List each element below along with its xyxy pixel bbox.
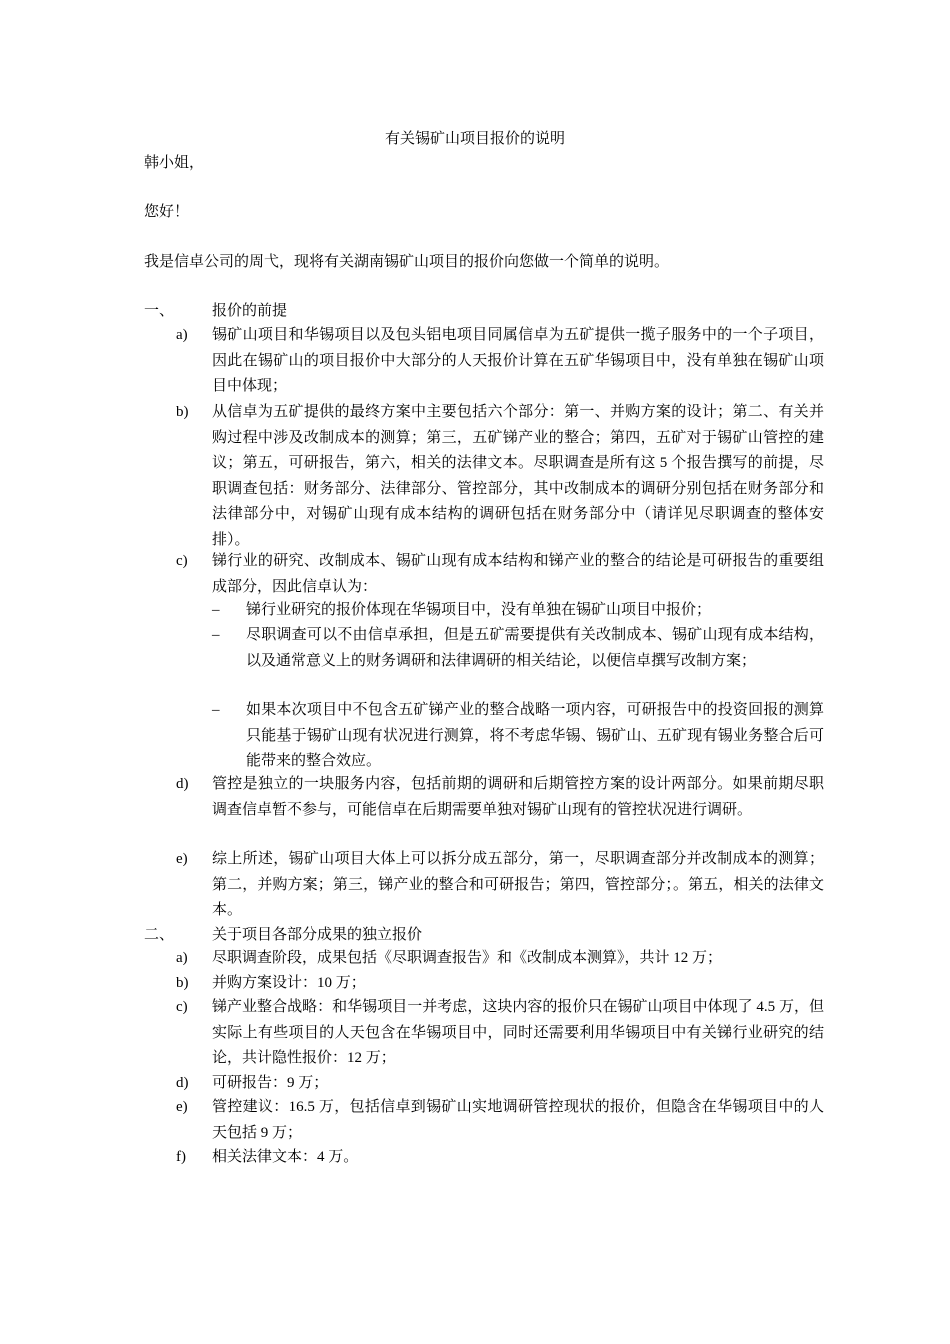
list-item bbox=[176, 946, 824, 972]
item-label: e) bbox=[176, 851, 188, 867]
item-label: a) bbox=[176, 327, 188, 343]
list-item bbox=[176, 323, 824, 400]
item-text: 并购方案设计：10 万； bbox=[212, 975, 366, 991]
item-label: e) bbox=[176, 1099, 188, 1115]
item-label: b) bbox=[176, 404, 189, 420]
list-item bbox=[176, 772, 824, 823]
list-item bbox=[176, 549, 824, 600]
sub-list-item bbox=[212, 698, 824, 775]
item-label: c) bbox=[176, 553, 188, 569]
list-item bbox=[176, 847, 824, 924]
list-item bbox=[176, 995, 824, 1072]
dash-marker: – bbox=[212, 602, 220, 618]
sub-list-item bbox=[212, 598, 824, 624]
sub-item-text: 锑行业研究的报价体现在华锡项目中，没有单独在锡矿山项目中报价； bbox=[246, 602, 712, 618]
item-text: 尽职调查阶段，成果包括《尽职调查报告》和《改制成本测算》，共计 12 万； bbox=[212, 950, 723, 966]
item-text: 管控建议：16.5 万，包括信卓到锡矿山实地调研管控现状的报价，但隐含在华锡项目中的人天包括 9 万； bbox=[212, 1099, 824, 1141]
sub-list-item bbox=[212, 623, 824, 674]
sub-item-text: 尽职调查可以不由信卓承担，但是五矿需要提供有关改制成本、锡矿山现有成本结构，以及通常意义上的财务调研和法律调研的相关结论，以便信卓撰写改制方案； bbox=[246, 627, 824, 669]
section-title: 关于项目各部分成果的独立报价 bbox=[212, 927, 423, 943]
item-text: 综上所述，锡矿山项目大体上可以拆分成五部分，第一，尽职调查部分并改制成本的测算；第二，并购方案；第三，锑产业的整合和可研报告；第四，管控部分；。第五，相关的法律文本。 bbox=[212, 851, 824, 919]
greeting: 韩小姐， bbox=[144, 155, 205, 171]
section-number: 二、 bbox=[144, 927, 175, 943]
sub-item-text: 如果本次项目中不包含五矿锑产业的整合战略一项内容，可研报告中的投资回报的测算只能基于锡矿山现有状况进行测算，将不考虑华锡、锡矿山、五矿现有锡业务整合后可能带来的整合效应。 bbox=[246, 702, 824, 770]
dash-marker: – bbox=[212, 627, 220, 643]
list-item bbox=[176, 1145, 824, 1171]
item-label: f) bbox=[176, 1149, 186, 1165]
item-text: 可研报告：9 万； bbox=[212, 1075, 329, 1091]
list-item bbox=[176, 400, 824, 554]
item-text: 相关法律文本：4 万。 bbox=[212, 1149, 359, 1165]
item-label: b) bbox=[176, 975, 189, 991]
item-label: a) bbox=[176, 950, 188, 966]
item-label: c) bbox=[176, 999, 188, 1015]
item-text: 锡矿山项目和华锡项目以及包头铝电项目同属信卓为五矿提供一揽子服务中的一个子项目，因此在锡矿山的项目报价中大部分的人天报价计算在五矿华锡项目中，没有单独在锡矿山项目中体现； bbox=[212, 327, 824, 395]
list-item bbox=[176, 971, 824, 997]
item-text: 从信卓为五矿提供的最终方案中主要包括六个部分：第一、并购方案的设计；第二、有关并购过程中涉及改制成本的测算；第三，五矿锑产业的整合；第四，五矿对于锡矿山管控的建议；第五，可研报告，第六，相关的法律文本。尽职调查是所有这 5 个报告撰写的前提，尽职调查包括：财务部分、法律部分、管控部分，其中改制成本的调研分别包括在财务部分和法律部分中，对锡矿山现有成本结构的调研包括在财务部分中（请详见尽职调查的整体安排）。 bbox=[212, 404, 824, 548]
item-text: 锑行业的研究、改制成本、锡矿山现有成本结构和锑产业的整合的结论是可研报告的重要组成部分，因此信卓认为： bbox=[212, 553, 824, 595]
salutation: 您好！ bbox=[144, 204, 190, 220]
item-text: 管控是独立的一块服务内容，包括前期的调研和后期管控方案的设计两部分。如果前期尽职调查信卓暂不参与，可能信卓在后期需要单独对锡矿山现有的管控状况进行调研。 bbox=[212, 776, 824, 818]
intro-paragraph: 我是信卓公司的周弋，现将有关湖南锡矿山项目的报价向您做一个简单的说明。 bbox=[144, 254, 670, 270]
item-text: 锑产业整合战略：和华锡项目一并考虑，这块内容的报价只在锡矿山项目中体现了 4.5 万，但实际上有些项目的人天包含在华锡项目中，同时还需要利用华锡项目中有关锑行业研究的结论，共计隐性报价：12 万； bbox=[212, 999, 824, 1067]
item-label: d) bbox=[176, 776, 189, 792]
list-item bbox=[176, 1071, 824, 1097]
dash-marker: – bbox=[212, 702, 220, 718]
list-item bbox=[176, 1095, 824, 1146]
item-label: d) bbox=[176, 1075, 189, 1091]
section-number: 一、 bbox=[144, 303, 175, 319]
document-title: 有关锡矿山项目报价的说明 bbox=[384, 131, 565, 147]
section-title: 报价的前提 bbox=[212, 303, 288, 319]
